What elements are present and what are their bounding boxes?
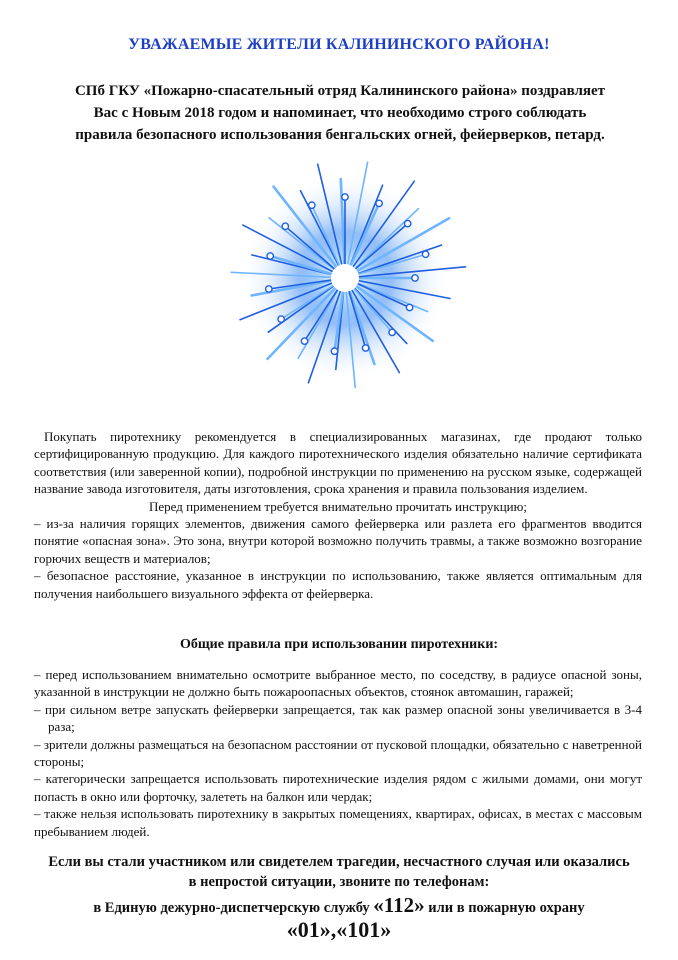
intro-line: СПб ГКУ «Пожарно-спасательный отряд Калининского района» поздравляет bbox=[74, 83, 606, 99]
firework-spark bbox=[405, 220, 411, 226]
call-fire-label: или в пожарную охрану bbox=[428, 900, 585, 916]
phone-numbers-fire: «01»,«101» bbox=[286, 917, 392, 942]
firework-spark bbox=[342, 194, 348, 200]
firework-spark bbox=[278, 316, 284, 322]
call-line: Если вы стали участником или свидетелем трагедии, несчастного случая или оказались bbox=[48, 854, 630, 870]
call-service-label: в Единую дежурно-диспетчерскую службу bbox=[93, 900, 370, 916]
emergency-call-text bbox=[0, 852, 678, 892]
firework-spark bbox=[389, 329, 395, 335]
firework-spark bbox=[362, 345, 368, 351]
intro-greeting bbox=[40, 80, 640, 146]
rule-item: – зрители должны размещаться на безопасном расстоянии от пусковой площадки, обязательно с наветренной стороны; bbox=[34, 736, 642, 770]
phone-number-112: «112» bbox=[373, 893, 425, 917]
firework-spark bbox=[267, 253, 273, 259]
firework-spark bbox=[266, 286, 272, 292]
firework-spark bbox=[422, 251, 428, 257]
phone-line bbox=[0, 893, 678, 918]
firework-spark bbox=[309, 202, 315, 208]
firework-spark bbox=[376, 200, 382, 206]
intro-line: правила безопасного использования бенгальских огней, фейерверков, петард. bbox=[75, 127, 605, 143]
firework-illustration bbox=[200, 148, 490, 428]
rules-list bbox=[34, 666, 642, 840]
paragraph-purchase: Покупать пиротехнику рекомендуется в специализированных магазинах, где продают только сертифицированную продукцию. Для каждого пиротехнического изделия обязательно наличие сертификата соответствия (или заверенной копии), подробной инструкции по применению на русском языке, содержащей название завода изготовителя, даты изготовления, срока хранения и правила пользования изделием. bbox=[34, 429, 642, 497]
firework-spark bbox=[406, 304, 412, 310]
rules-heading: Общие правила при использовании пиротехники: bbox=[179, 637, 499, 652]
rule-item: – категорически запрещается использовать пиротехнические изделия рядом с жилыми домами, они могут попасть в окно или форточку, залететь на балкон или чердак; bbox=[34, 771, 642, 804]
page-title: УВАЖАЕМЫЕ ЖИТЕЛИ КАЛИНИНСКОГО РАЙОНА! bbox=[128, 36, 550, 53]
firework-spark bbox=[331, 348, 337, 354]
intro-line: Вас с Новым 2018 годом и напоминает, что необходимо строго соблюдать bbox=[93, 105, 587, 121]
firework-spark bbox=[412, 275, 418, 281]
rule-item: – также нельзя использовать пиротехнику в закрытых помещениях, квартирах, офисах, в местах с массовым пребыванием людей. bbox=[34, 806, 642, 839]
paragraph-safe-distance: – безопасное расстояние, указанное в инструкции по использованию, также является оптимальным для получения наибольшего визуального эффекта от фейерверка. bbox=[34, 568, 642, 601]
firework-spark bbox=[301, 338, 307, 344]
paragraph-danger-zone: – из-за наличия горящих элементов, движения самого фейерверка или разлета его фрагментов вводится понятие «опасная зона». Это зона, внутри которой возможно получить травмы, а также возможно возгорание горючих веществ и материалов; bbox=[34, 516, 642, 566]
paragraph-instruction: Перед применением требуется внимательно прочитать инструкцию; bbox=[149, 498, 527, 514]
call-line: в непростой ситуации, звоните по телефонам: bbox=[188, 874, 490, 890]
rule-item: – перед использованием внимательно осмотрите выбранное место, по соседству, в радиусе опасной зоны, указанной в инструкции не должно быть пожароопасных объектов, стоянок автомашин, гаражей; bbox=[34, 667, 642, 700]
firework-spark bbox=[282, 223, 288, 229]
rule-item: – при сильном ветре запускать фейерверки запрещается, так как размер опасной зоны увеличивается в 3-4 раза; bbox=[34, 701, 642, 735]
body-text bbox=[34, 428, 642, 602]
